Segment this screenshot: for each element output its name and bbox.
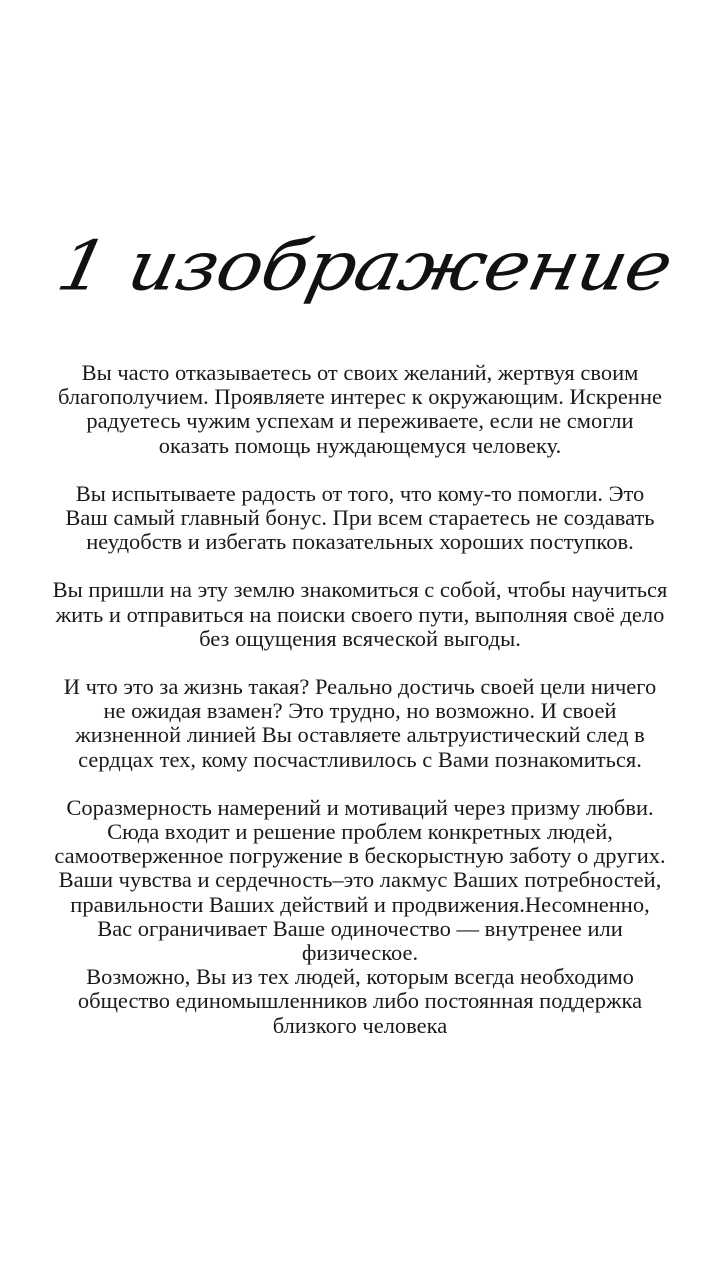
paragraph-1: Вы часто отказываетесь от своих желаний, жертвуя своим благополучием. Проявляете интерес к окружающим. Искренне радуетесь чужим успехам и переживаете, если не смогли оказать помощь нуждающемуся человеку. bbox=[58, 360, 662, 458]
title-text: 1 изображение bbox=[50, 225, 680, 306]
paragraph-5: Соразмерность намерений и мотиваций через призму любви. Сюда входит и решение проблем конкретных людей, самоотверженное погружение в бескорыстную заботу о других. Ваши чувства и сердечность–это лакмус Ваших потребностей, правильности Ваших действий и продвижения.Несомненно, Вас ограничивает Ваше одиночество — внутренее или физическое. bbox=[54, 794, 666, 966]
paragraph-2: Вы испытываете радость от того, что кому-то помогли. Это Ваш самый главный бонус. При всем стараетесь не создавать неудобств и избегать показательных хороших поступков. bbox=[65, 480, 655, 555]
page-title bbox=[50, 196, 680, 336]
paragraph-6: Возможно, Вы из тех людей, которым всегда необходимо общество единомышленников либо постоянная поддержка близкого человека bbox=[77, 964, 643, 1038]
body-text bbox=[52, 361, 668, 1038]
paragraph-4: И что это за жизнь такая? Реально достичь своей цели ничего не ожидая взамен? Это трудно, но возможно. И своей жизненной линией Вы оставляете альтруистический след в сердцах тех, кому посчастливилось с Вами познакомиться. bbox=[63, 674, 657, 772]
paragraph-3: Вы пришли на эту землю знакомиться с собой, чтобы научиться жить и отправиться на поиски своего пути, выполняя своё дело без ощущения всяческой выгоды. bbox=[52, 577, 668, 651]
